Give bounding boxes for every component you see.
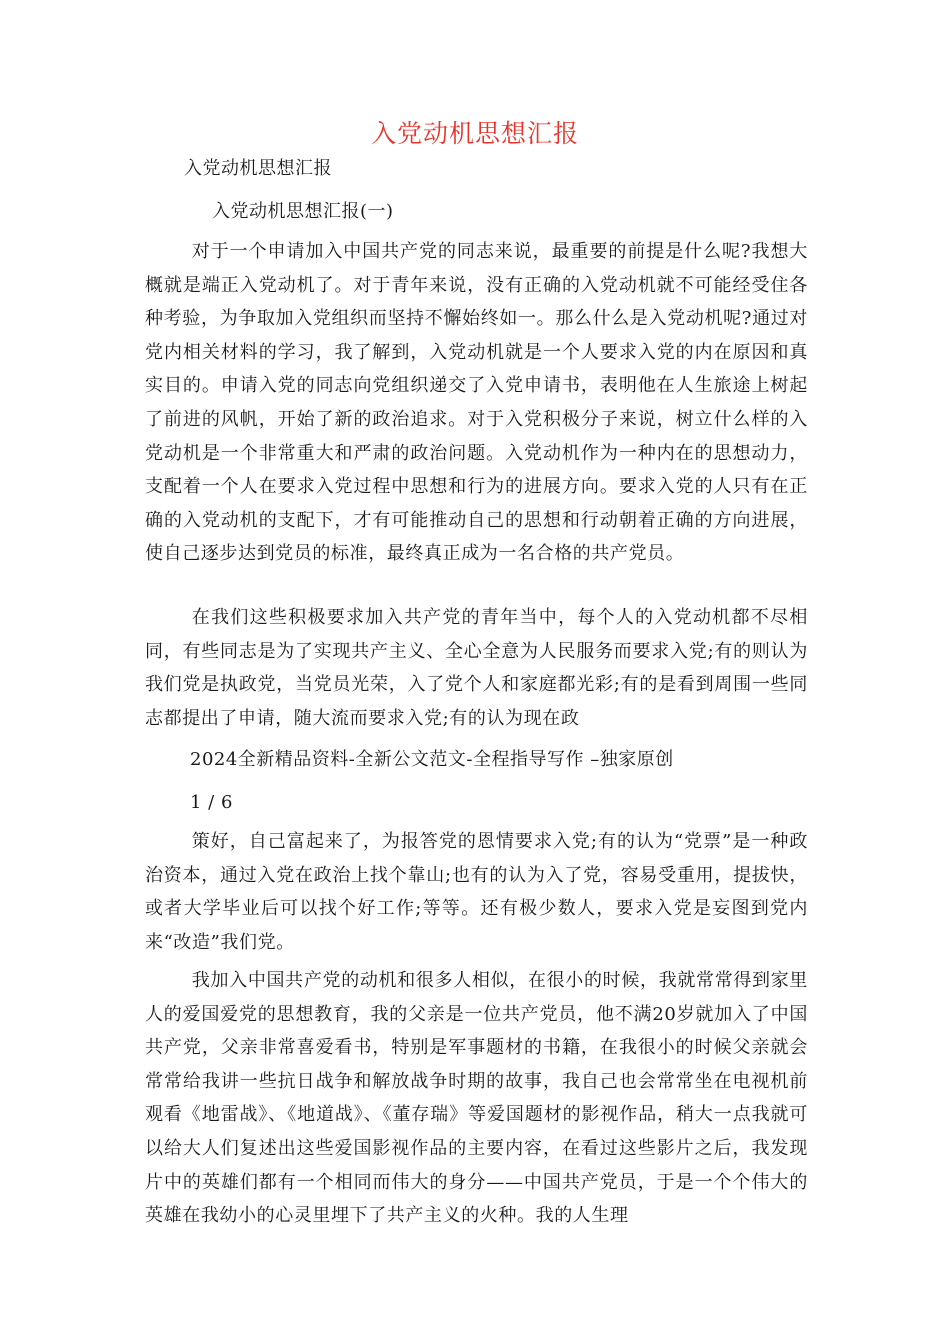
paragraph-2: 在我们这些积极要求加入共产党的青年当中，每个人的入党动机都不尽相同，有些同志是为了实现共产主义、全心全意为人民服务而要求入党;有的则认为我们党是执政党，当党员光荣，入了党个人和家庭都光彩;有的是看到周围一些同志都提出了申请，随大流而要求入党;有的认为现在政 <box>145 607 808 729</box>
document-subtitle: 入党动机思想汇报 <box>184 158 332 179</box>
document-title: 入党动机思想汇报 <box>370 119 579 148</box>
paragraph-3: 策好，自己富起来了，为报答党的恩情要求入党;有的认为“党票”是一种政治资本，通过入党在政治上找个靠山;也有的认为入了党，容易受重用，提拔快，或者大学毕业后可以找个好工作;等等。还有极少数人，要求入党是妄图到党内来“改造”我们党。 <box>145 831 808 953</box>
paragraph-1: 对于一个申请加入中国共产党的同志来说，最重要的前提是什么呢?我想大概就是端正入党动机了。对于青年来说，没有正确的入党动机就不可能经受住各种考验，为争取加入党组织而坚持不懈始终如一。那么什么是入党动机呢?通过对党内相关材料的学习，我了解到，入党动机就是一个人要求入党的内在原因和真实目的。申请入党的同志向党组织递交了入党申请书，表明他在人生旅途上树起了前进的风帆，开始了新的政治追求。对于入党积极分子来说，树立什么样的入党动机是一个非常重大和严肃的政治问题。入党动机作为一种内在的思想动力，支配着一个人在要求入党过程中思想和行为的进展方向。要求入党的人只有在正确的入党动机的支配下，才有可能推动自己的思想和行动朝着正确的方向进展，使自己逐步达到党员的标准，最终真正成为一名合格的共产党员。 <box>145 241 808 565</box>
footer-note: 2024全新精品资料-全新公文范文-全程指导写作 –独家原创 <box>190 749 674 770</box>
page-number: 1 / 6 <box>190 792 233 813</box>
paragraph-4: 我加入中国共产党的动机和很多人相似，在很小的时候，我就常常得到家里人的爱国爱党的思想教育，我的父亲是一位共产党员，他不满20岁就加入了中国共产党，父亲非常喜爱看书，特别是军事题材的书籍，在我很小的时候父亲就会常常给我讲一些抗日战争和解放战争时期的故事，我自己也会常常坐在电视机前观看《地雷战》、《地道战》、《董存瑞》等爱国题材的影视作品，稍大一点我就可以给大人们复述出这些爱国影视作品的主要内容，在看过这些影片之后，我发现片中的英雄们都有一个相同而伟大的身分——中国共产党员，于是一个个伟大的英雄在我幼小的心灵里埋下了共产主义的火种。我的人生理 <box>145 970 808 1227</box>
section-heading: 入党动机思想汇报(一) <box>212 201 394 222</box>
